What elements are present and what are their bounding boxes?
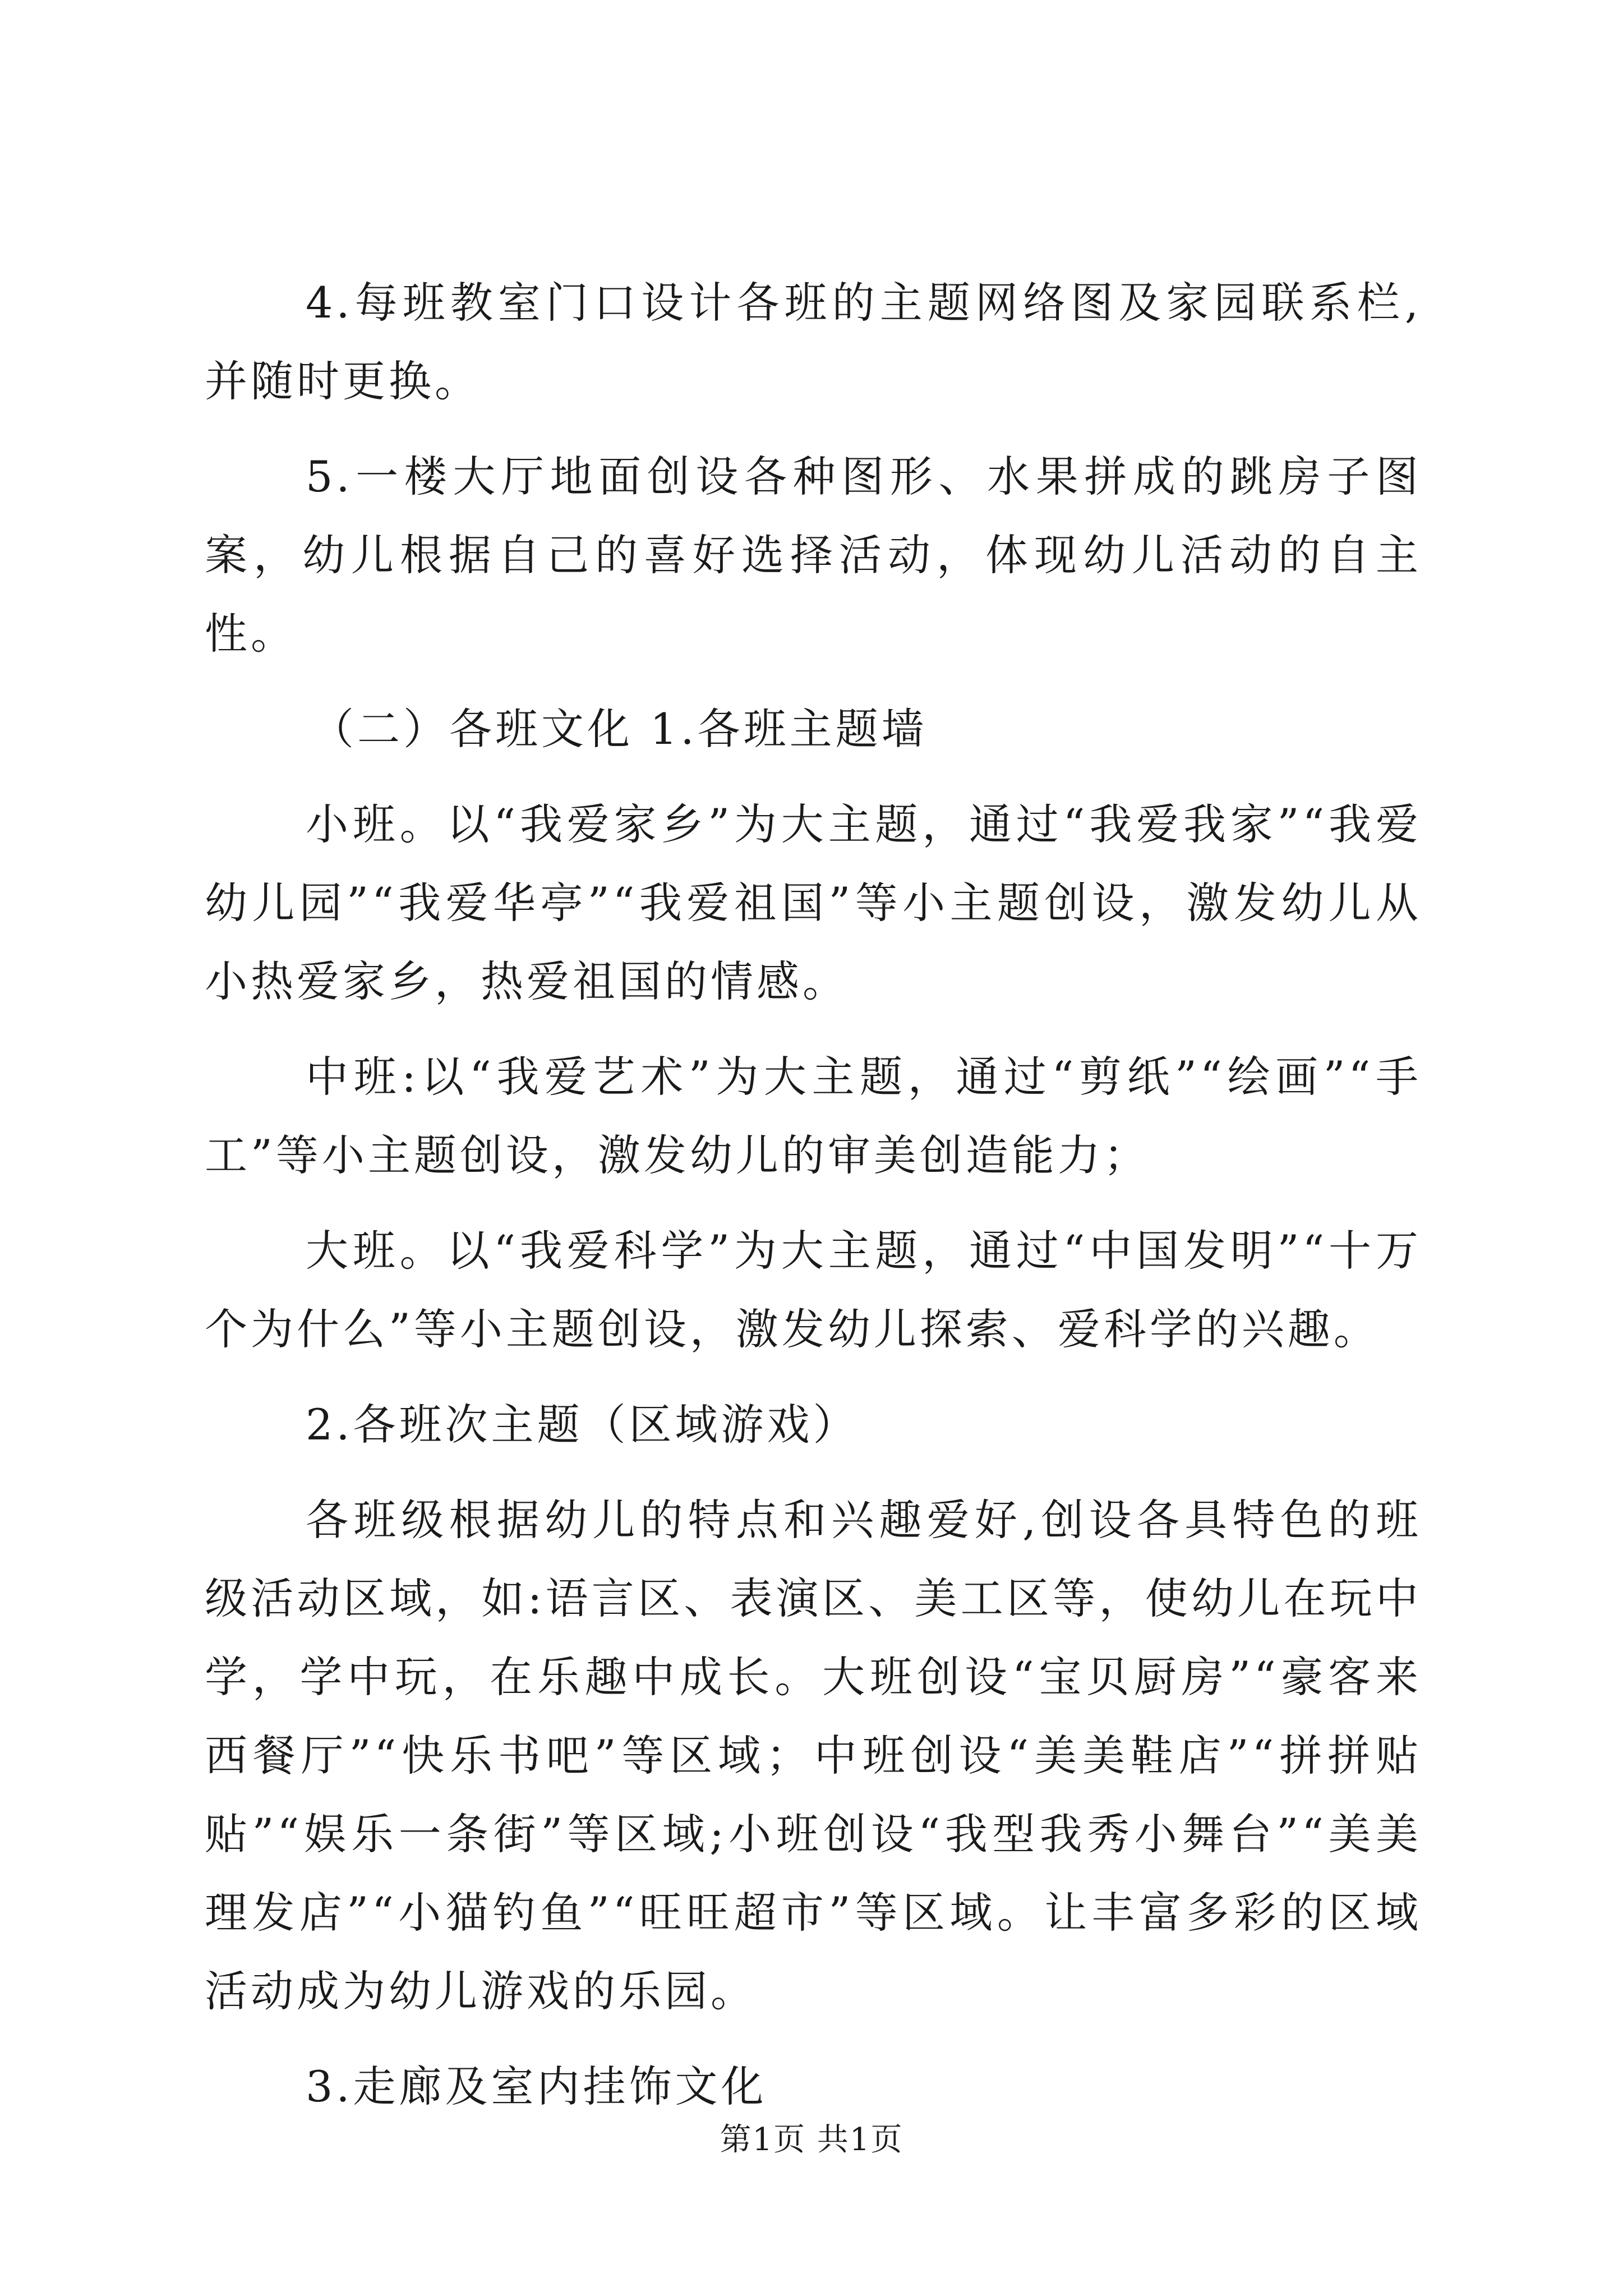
section-heading-class-culture: （二）各班文化 1.各班主题墙 xyxy=(311,704,928,754)
paragraph-large-class: 大班。以“我爱科学”为大主题，通过“中国发明”“十万个为什么”等小主题创设，激发幼儿探索、爱科学的兴趣。 xyxy=(205,1226,1422,1354)
paragraph-corridor-decor: 3.走廊及室内挂饰文化 xyxy=(306,2062,767,2111)
paragraph-small-class: 小班。以“我爱家乡”为大主题，通过“我爱我家”“我爱幼儿园”“我爱华亭”“我爱祖国”等小主题创设，激发幼儿从小热爱家乡，热爱祖国的情感。 xyxy=(205,799,1422,1006)
paragraph-middle-class: 中班:以“我爱艺术”为大主题，通过“剪纸”“绘画”“手工”等小主题创设，激发幼儿的审美创造能力； xyxy=(205,1052,1422,1180)
paragraph-item-5: 5.一楼大厅地面创设各种图形、水果拼成的跳房子图案，幼儿根据自己的喜好选择活动，体现幼儿活动的自主性。 xyxy=(205,452,1422,659)
paragraph-area-games: 各班级根据幼儿的特点和兴趣爱好,创设各具特色的班级活动区域，如:语言区、表演区、美工区等，使幼儿在玩中学，学中玩，在乐趣中成长。大班创设“宝贝厨房”“豪客来西餐厅”“快乐书吧”等区域；中班创设“美美鞋店”“拼拼贴贴”“娱乐一条街”等区域;小班创设“我型我秀小舞台”“美美理发店”“小猫钓鱼”“旺旺超市”等区域。让丰富多彩的区域活动成为幼儿游戏的乐园。 xyxy=(205,1495,1422,2016)
paragraph-item-4: 4.每班教室门口设计各班的主题网络图及家园联系栏,并随时更换。 xyxy=(205,278,1422,406)
document-body xyxy=(205,264,1422,2126)
paragraph-subtheme-heading: 2.各班次主题（区域游戏） xyxy=(306,1400,859,1450)
page-footer: 第1页 共1页 xyxy=(720,2122,903,2158)
